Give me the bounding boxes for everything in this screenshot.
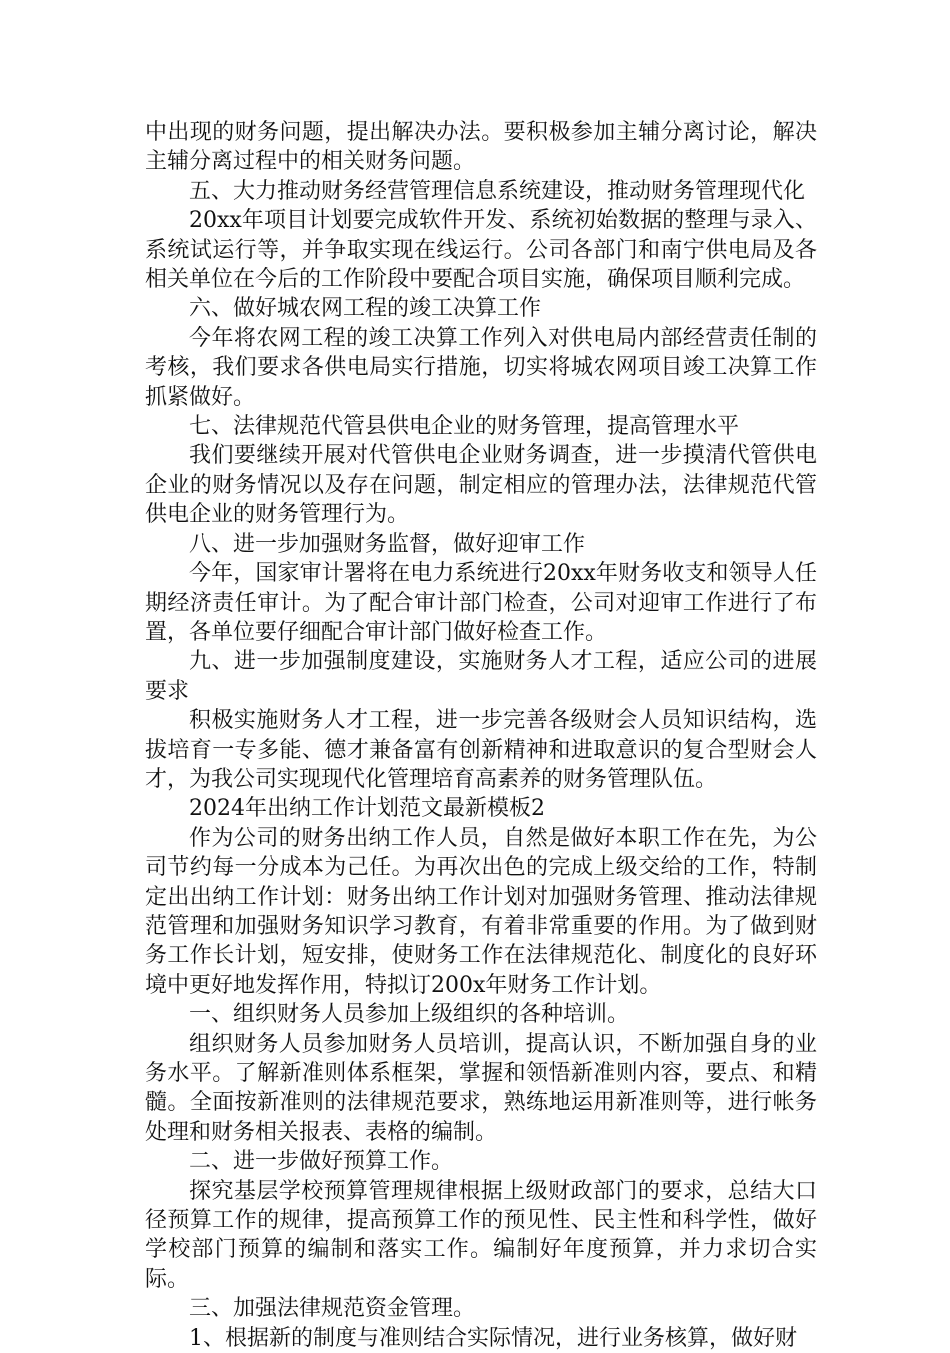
section-heading: 一、组织财务人员参加上级组织的各种培训。	[189, 1002, 630, 1028]
paragraph: 我们要继续开展对代管供电企业财务调查，进一步摸清代管供电企业的财务情况以及存在问题，制定相应的管理办法，法律规范代管供电企业的财务管理行为。	[145, 443, 817, 528]
section-heading: 七、法律规范代管县供电企业的财务管理，提高管理水平	[189, 414, 740, 440]
paragraph: 今年，国家审计署将在电力系统进行20xx年财务收支和领导人任期经济责任审计。为了配合审计部门检查，公司对迎审工作进行了布置，各单位要仔细配合审计部门做好检查工作。	[145, 561, 817, 645]
section-heading: 八、进一步加强财务监督，做好迎审工作	[189, 531, 586, 557]
section-heading: 五、大力推动财务经营管理信息系统建设，推动财务管理现代化	[189, 178, 806, 204]
paragraph: 作为公司的财务出纳工作人员，自然是做好本职工作在先，为公司节约每一分成本为己任。为再次出色的完成上级交给的工作，特制定出出纳工作计划：财务出纳工作计划对加强财务管理、推动法律规范管理和加强财务知识学习教育，有着非常重要的作用。为了做到财务工作长计划，短安排，使财务工作在法律规范化、制度化的良好环境中更好地发挥作用，特拟订200x年财务工作计划。	[145, 825, 817, 998]
paragraph: 20xx年项目计划要完成软件开发、系统初始数据的整理与录入、系统试运行等，并争取实现在线运行。公司各部门和南宁供电局及各相关单位在今后的工作阶段中要配合项目实施，确保项目顺利完成。	[145, 208, 817, 293]
document-title: 2024年出纳工作计划范文最新模板2	[189, 796, 545, 822]
paragraph: 组织财务人员参加财务人员培训，提高认识，不断加强自身的业务水平。了解新准则体系框架，掌握和领悟新准则内容，要点、和精髓。全面按新准则的法律规范要求，熟练地运用新准则等，进行帐务处理和财务相关报表、表格的编制。	[145, 1031, 817, 1145]
section-heading: 九、进一步加强制度建设，实施财务人才工程，适应公司的进展要求	[145, 649, 817, 704]
paragraph: 积极实施财务人才工程，进一步完善各级财会人员知识结构，选拔培育一专多能、德才兼备富有创新精神和进取意识的复合型财会人才，为我公司实现现代化管理培育高素养的财务管理队伍。	[145, 708, 817, 792]
section-heading: 二、进一步做好预算工作。	[189, 1149, 454, 1175]
section-heading: 三、加强法律规范资金管理。	[189, 1296, 476, 1322]
paragraph: 探究基层学校预算管理规律根据上级财政部门的要求，总结大口径预算工作的规律，提高预算工作的预见性、民主性和科学性，做好学校部门预算的编制和落实工作。编制好年度预算，并力求切合实际。	[145, 1178, 817, 1292]
paragraph: 1、根据新的制度与准则结合实际情况，进行业务核算，做好财	[189, 1325, 797, 1351]
paragraph: 中出现的财务问题，提出解决办法。要积极参加主辅分离讨论，解决主辅分离过程中的相关财务问题。	[145, 120, 817, 175]
section-heading: 六、做好城农网工程的竣工决算工作	[189, 296, 542, 322]
paragraph: 今年将农网工程的竣工决算工作列入对供电局内部经营责任制的考核，我们要求各供电局实行措施，切实将城农网项目竣工决算工作抓紧做好。	[145, 325, 817, 410]
document-body	[145, 118, 817, 1353]
